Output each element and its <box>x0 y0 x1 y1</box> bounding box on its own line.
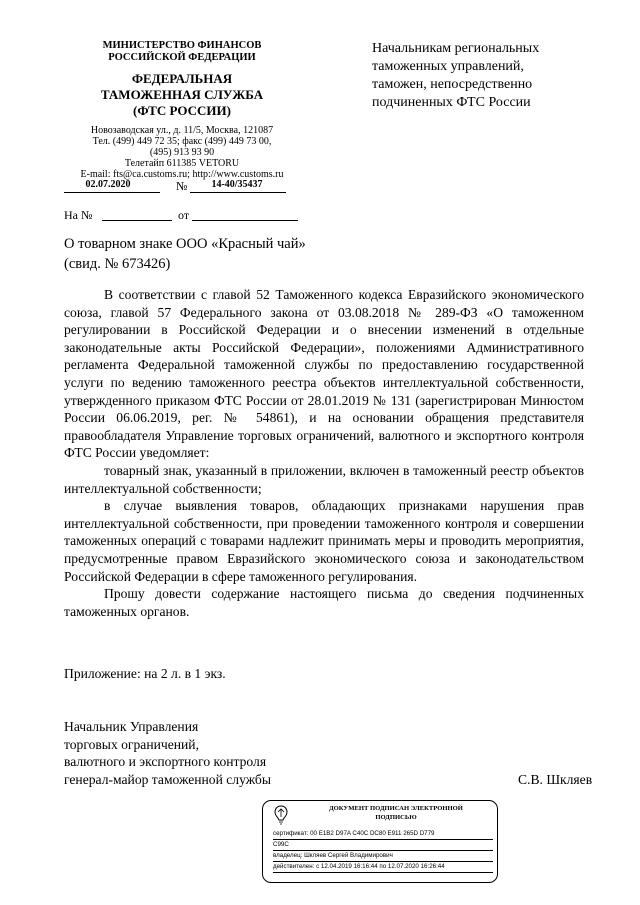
stamp-owner: владелец: Шкляев Сергей Владимирович <box>273 851 493 862</box>
reference-line <box>64 208 304 224</box>
reference-from-label: от <box>178 208 190 222</box>
signatory-title: Начальник Управления торговых ограничений, валютного и экспортного контроля генерал-майор таможенной службы <box>64 719 271 787</box>
e-signature-stamp <box>262 800 498 883</box>
reference-label: На № <box>64 208 93 222</box>
reference-date-blank <box>192 220 298 221</box>
paragraph: товарный знак, указанный в приложении, включен в таможенный реестр объектов интеллектуальной собственности; <box>64 462 584 496</box>
letterhead <box>52 40 312 180</box>
letter-number: 14-40/35437 <box>211 179 263 190</box>
stamp-title: ДОКУМЕНТ ПОДПИСАН ЭЛЕКТРОННОЙ ПОДПИСЬЮ <box>329 805 463 821</box>
signatory-name: С.В. Шкляев <box>518 772 593 787</box>
letter-date: 02.07.2020 <box>85 179 131 190</box>
stamp-details <box>273 829 493 873</box>
ministry-name: МИНИСТЕРСТВО ФИНАНСОВ РОССИЙСКОЙ ФЕДЕРАЦИИ <box>102 40 262 63</box>
stamp-certificate: сертификат: 00 E1B2 D97A C40C DC80 E911 265D D779 <box>273 829 493 840</box>
registration-line <box>64 179 284 195</box>
reference-number-blank <box>102 220 172 221</box>
number-underline <box>190 192 286 193</box>
paragraph: Прошу довести содержание настоящего письма до сведения подчиненных таможенных органов. <box>64 586 584 619</box>
stamp-certificate-cont: C99C <box>273 840 493 851</box>
service-name: ФЕДЕРАЛЬНАЯ ТАМОЖЕННАЯ СЛУЖБА (ФТС РОССИИ) <box>100 71 264 118</box>
paragraph: в случае выявления товаров, обладающих признаками нарушения прав интеллектуальной собственности, при проведении таможенного контроля и совершении таможенных операций с товарами надлежит принимать меры и проводить мероприятия, предусмотренные правом Евразийского экономического союза и законодательством Российской Федерации в сфере таможенного регулирования. <box>64 498 584 584</box>
letter-body <box>64 286 584 620</box>
number-sign: № <box>176 179 188 193</box>
stamp-validity: действителен: с 12.04.2019 16:16:44 по 12.07.2020 16:26:44 <box>273 862 493 873</box>
recipient-block: Начальникам региональных таможенных управлений, таможен, непосредственно подчиненных ФТС России <box>372 41 540 110</box>
date-underline <box>64 192 160 193</box>
paragraph: В соответствии с главой 52 Таможенного кодекса Евразийского экономического союза, главой 57 Федерального закона от 03.08.2018 № 289-ФЗ «О таможенном регулировании в Российской Федерации и о внесении изменений в отдельные законодательные акты Российской Федерации», положениями Административного регламента Федеральной таможенной службы по предоставлению государственной услуги по ведению таможенного реестра объектов интеллектуальной собственности, утвержденного приказом ФТС России от 28.01.2019 № 131 (зарегистрирован Минюстом России 06.06.2019, рег. № 54861), и на основании обращения представителя правообладателя Управление торговых ограничений, валютного и экспортного контроля ФТС России уведомляет: <box>64 287 584 461</box>
subject-block: О товарном знаке ООО «Красный чай» (свид. № 673426) <box>64 236 306 272</box>
attachment-note: Приложение: на 2 л. в 1 экз. <box>64 666 226 681</box>
emblem-icon <box>271 803 291 827</box>
address-block: Новозаводская ул., д. 11/5, Москва, 121087 Тел. (499) 449 72 35; факс (499) 449 73 00, (495) 913 93 90 Телетайп 611385 VETORU E-mail: fts@ca.customs.ru; http://www.customs.ru <box>80 125 284 180</box>
